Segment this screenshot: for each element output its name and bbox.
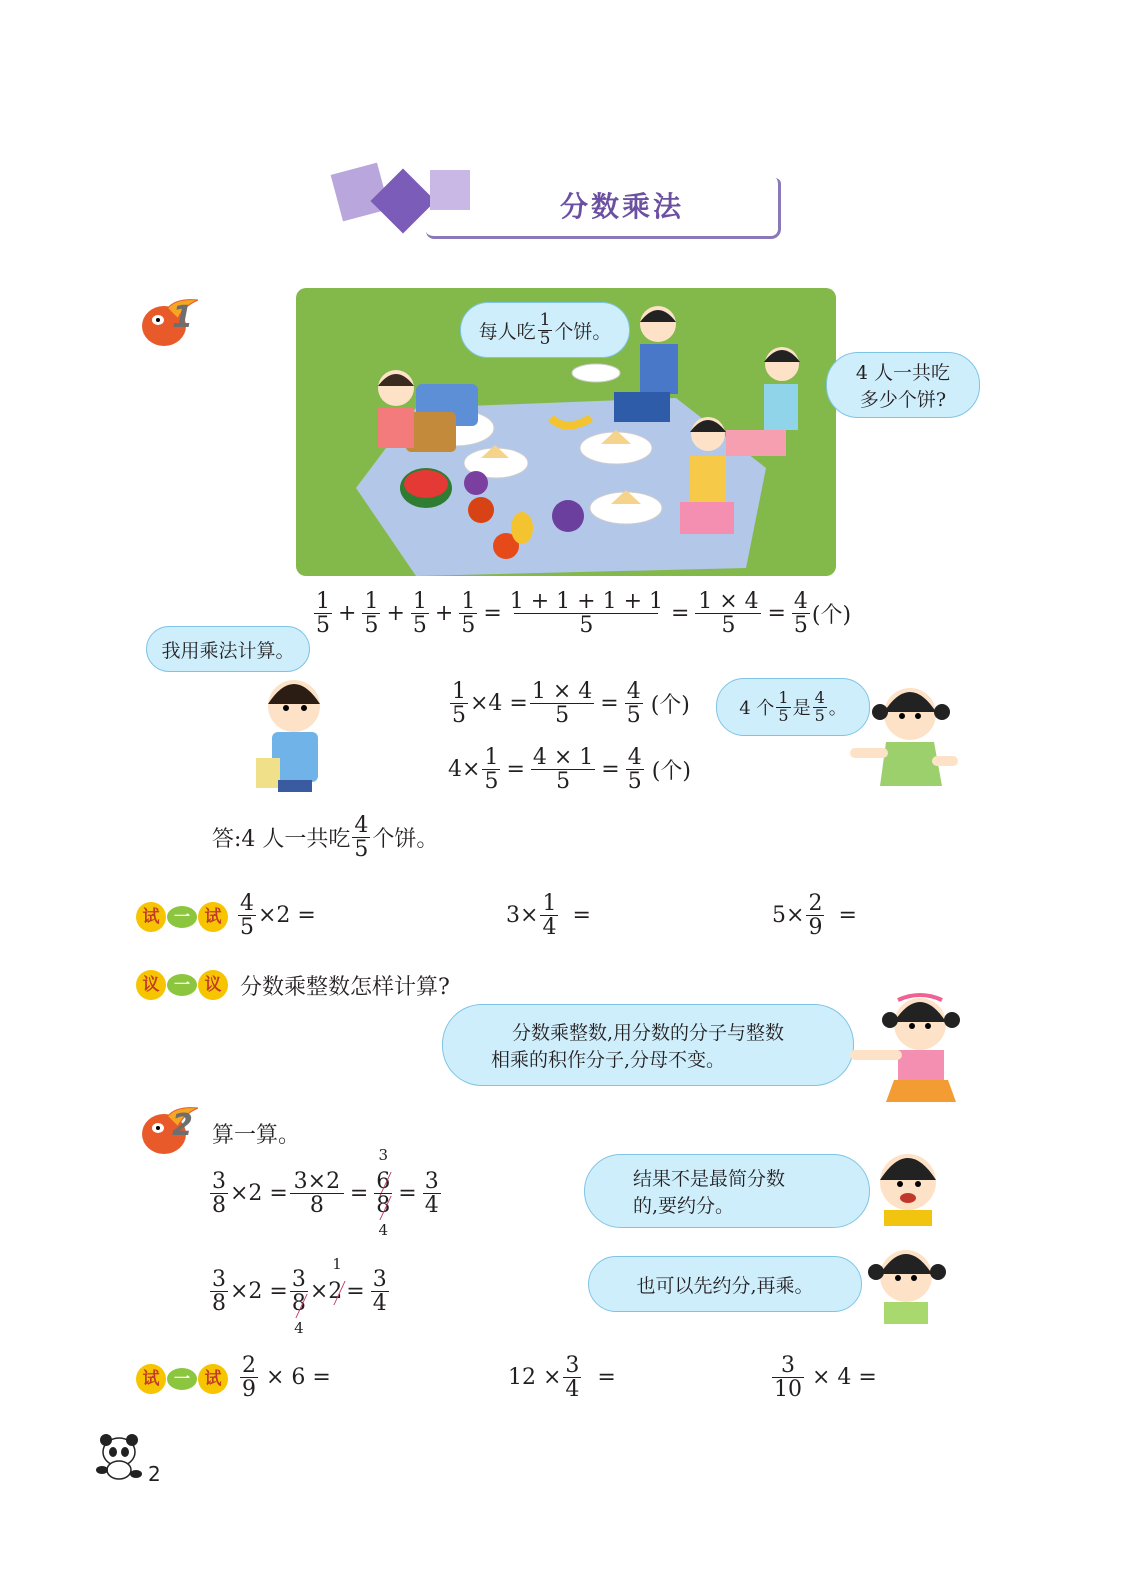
denominator: 5: [354, 837, 369, 863]
badge-char: 试: [198, 1364, 228, 1394]
numerator: 3×2: [293, 1169, 341, 1194]
try-exercise-2: [506, 892, 591, 939]
answer-text: 答:4 人一共吃: [212, 827, 351, 853]
numerator: 1: [539, 309, 551, 330]
denominator: 5: [240, 915, 254, 941]
denominator: 5: [695, 613, 761, 637]
fraction: [530, 680, 594, 727]
numerator: 1 + 1 + 1 + 1: [509, 589, 663, 614]
equals: =: [483, 601, 502, 627]
operator: +: [338, 601, 357, 627]
operator: +: [434, 601, 454, 627]
operator: × 6 =: [266, 1365, 331, 1391]
boy-face-illustration: [870, 1146, 946, 1226]
fraction: [210, 1268, 228, 1315]
fraction-reduced: [374, 1146, 392, 1240]
equals: =: [398, 1181, 417, 1207]
fraction: [772, 1354, 804, 1401]
boy-illustration: [250, 676, 344, 796]
unit-label: (个): [650, 693, 690, 719]
numerator: 4: [626, 679, 641, 704]
denominator: 5: [530, 703, 594, 727]
equals: =: [671, 601, 690, 627]
denominator: 5: [627, 769, 642, 795]
try-exercise-3: [772, 892, 857, 939]
answer-text: 个饼。: [372, 827, 439, 853]
discuss-badge: [136, 970, 228, 1000]
denominator: 8: [290, 1193, 344, 1217]
reduced-factor: [328, 1255, 343, 1305]
denominator: 5: [793, 613, 808, 639]
numerator: 3: [565, 1353, 580, 1378]
reduced-factor-value: 1: [332, 1255, 342, 1274]
numerator: 1: [484, 745, 499, 770]
badge-char: 一: [167, 974, 197, 996]
operator: 4×: [448, 757, 481, 783]
numerator: 3: [212, 1267, 226, 1292]
numerator: 1: [364, 589, 379, 614]
equation-multiply-2: [448, 746, 691, 793]
equation-multiply-1: [448, 680, 690, 727]
unit-label: (个): [651, 759, 691, 785]
denominator: 8: [212, 1291, 226, 1317]
denominator: 5: [364, 613, 379, 639]
fraction: [625, 680, 643, 727]
fraction: [792, 590, 810, 637]
speech-bubble-four-fifths: [716, 678, 870, 736]
try2-exercise-1: [238, 1354, 331, 1401]
equals: =: [600, 691, 619, 717]
badge-char: 议: [198, 970, 228, 1000]
speech-bubble-rule: [442, 1004, 854, 1086]
fraction-reduced: [290, 1267, 308, 1338]
bubble-text: 。: [828, 698, 847, 719]
equation-addition: [312, 590, 851, 637]
fraction: [423, 1170, 441, 1217]
speech-bubble-reduce-first: [588, 1256, 862, 1312]
try-it-badge-2: [136, 1364, 228, 1394]
example-number: 1: [172, 300, 193, 335]
operator: 5×: [772, 903, 805, 929]
page-number: 2: [148, 1462, 161, 1486]
apple-icon: [138, 296, 204, 350]
bubble-line: 相乘的积作分子,分母不变。: [491, 1049, 726, 1071]
denominator: 5: [461, 613, 476, 639]
bubble-line: 4 人一共吃: [855, 362, 951, 384]
denominator: 5: [484, 769, 499, 795]
denominator: 5: [412, 613, 427, 639]
fraction: [626, 746, 644, 793]
example-2-equation-2: [208, 1255, 391, 1338]
numerator: 4 × 1: [532, 745, 594, 770]
bubble-line: 分数乘整数,用分数的分子与整数: [511, 1022, 785, 1044]
bubble-text: 个饼。: [554, 320, 612, 343]
denominator: 5: [514, 613, 658, 637]
girl-face-illustration: [862, 1240, 948, 1324]
equals: =: [349, 1181, 369, 1207]
denominator: 4: [372, 1291, 387, 1317]
girl-pointing-illustration: [848, 990, 966, 1106]
page-title: 分数乘法: [560, 190, 685, 223]
numerator: 2: [808, 891, 823, 916]
try2-exercise-2: [508, 1354, 616, 1401]
reduced-denominator: 4: [378, 1221, 389, 1240]
numerator: 3: [781, 1353, 795, 1378]
denominator: 5: [316, 613, 330, 639]
fraction: [813, 687, 827, 725]
fraction: [806, 892, 824, 939]
numerator: 1: [461, 589, 476, 614]
denominator: 5: [452, 703, 466, 729]
operator: 12 ×: [508, 1365, 562, 1391]
operator: =: [572, 903, 591, 929]
numerator: 1: [778, 687, 789, 707]
denominator: 8: [376, 1193, 391, 1219]
fraction: [411, 590, 429, 637]
operator: +: [386, 601, 405, 627]
example-2-equation-1: [208, 1146, 443, 1240]
unit-label: (个): [811, 603, 852, 629]
operator: ×2 =: [230, 1279, 288, 1305]
fraction: [450, 680, 468, 727]
reduced-denominator: 4: [294, 1319, 304, 1338]
badge-char: 试: [136, 1364, 166, 1394]
numerator: 3: [291, 1267, 306, 1292]
equals: =: [767, 601, 786, 627]
denominator: 10: [774, 1377, 802, 1403]
operator: =: [838, 903, 857, 929]
fraction: [290, 1170, 344, 1217]
denominator: 9: [242, 1377, 256, 1403]
reduced-numerator: 3: [378, 1146, 389, 1164]
fraction: [563, 1354, 581, 1401]
badge-char: 一: [167, 1368, 197, 1390]
operator: × 4 =: [812, 1365, 877, 1391]
numerator: 1: [412, 589, 427, 614]
denominator: 4: [565, 1377, 580, 1403]
numerator: 2: [242, 1353, 256, 1378]
numerator: 3: [212, 1169, 226, 1194]
badge-char: 试: [136, 902, 166, 932]
denominator: 4: [542, 915, 557, 941]
speech-bubble-multiply: [146, 626, 310, 672]
numerator: 1 × 4: [698, 589, 759, 614]
try-exercise-1: [236, 892, 316, 939]
operator: ×2 =: [230, 1181, 288, 1207]
fraction: [240, 1354, 258, 1401]
fraction: [362, 590, 380, 637]
numerator: 3: [372, 1267, 387, 1292]
denominator: 4: [424, 1193, 439, 1219]
fraction: [776, 687, 790, 725]
answer-line: [212, 814, 438, 861]
badge-char: 试: [198, 902, 228, 932]
bubble-line: 结果不是最简分数: [633, 1168, 786, 1190]
example-2-marker: [138, 1104, 204, 1158]
numerator: 1: [542, 891, 557, 916]
denominator: 5: [531, 769, 595, 793]
fraction: [531, 746, 595, 793]
panda-icon: [94, 1432, 144, 1482]
fraction: [508, 590, 665, 637]
operator: ×2 =: [258, 903, 316, 929]
speech-bubble-boy: [460, 302, 630, 358]
fraction: [459, 590, 477, 637]
numerator: 4: [814, 687, 825, 707]
denominator: 5: [539, 328, 551, 349]
fraction: [482, 746, 500, 793]
denominator: 8: [291, 1291, 306, 1317]
example-2-heading: 算一算。: [212, 1123, 301, 1148]
apple-icon: [138, 1104, 204, 1158]
numerator: 1: [316, 589, 330, 614]
example-number: 2: [172, 1108, 193, 1143]
fraction: [210, 1170, 228, 1217]
equals: =: [601, 757, 620, 783]
numerator: 4: [793, 589, 808, 614]
operator: =: [597, 1365, 616, 1391]
operator: 3×: [506, 903, 539, 929]
title-banner: [330, 160, 790, 250]
denominator: 5: [778, 705, 789, 725]
fraction: [238, 892, 256, 939]
fraction: [352, 814, 370, 861]
denominator: 5: [626, 703, 641, 729]
numerator: 4: [354, 813, 369, 838]
bubble-text: 也可以先约分,再乘。: [636, 1274, 814, 1297]
numerator: 3: [424, 1169, 439, 1194]
bubble-text: 4 个: [739, 698, 775, 719]
equals: =: [506, 757, 525, 783]
fraction: [540, 892, 558, 939]
numerator: 6: [376, 1169, 391, 1194]
factor: 2: [328, 1279, 343, 1305]
numerator: 4: [240, 891, 254, 916]
speech-bubble-girl-question: [826, 352, 980, 418]
fraction: [314, 590, 332, 637]
denominator: 8: [212, 1193, 226, 1219]
fraction: [371, 1268, 389, 1315]
numerator: 1 × 4: [531, 679, 593, 704]
try-it-badge: [136, 902, 228, 932]
operator: ×: [309, 1279, 329, 1305]
fraction: [695, 590, 761, 637]
bubble-line: 的,要约分。: [633, 1195, 735, 1217]
bubble-text: 是: [792, 698, 811, 719]
operator: ×4 =: [470, 691, 528, 717]
bubble-text: 我用乘法计算。: [161, 639, 295, 662]
denominator: 5: [814, 705, 825, 725]
denominator: 9: [808, 915, 823, 941]
fraction: [538, 309, 553, 349]
numerator: 1: [452, 679, 466, 704]
speech-bubble-reduce: [584, 1154, 870, 1228]
badge-char: 议: [136, 970, 166, 1000]
numerator: 4: [627, 745, 642, 770]
discuss-question: 分数乘整数怎样计算?: [240, 975, 450, 1000]
girl-illustration: [850, 682, 960, 794]
example-1-marker: [138, 296, 204, 350]
equals: =: [346, 1279, 365, 1305]
try2-exercise-3: [770, 1354, 877, 1401]
bubble-text: 每人吃: [478, 320, 536, 343]
bubble-line: 多少个饼?: [859, 389, 947, 411]
badge-char: 一: [167, 906, 197, 928]
